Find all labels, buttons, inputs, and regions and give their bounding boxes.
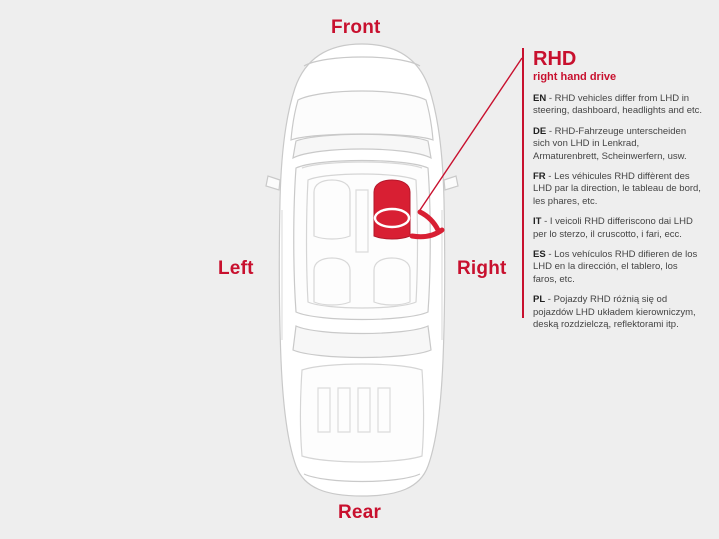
rhd-callout [522, 48, 702, 340]
language-code: FR [533, 171, 546, 183]
description-text: - Los vehículos RHD difieren de los LHD en la dirección, el tablero, los faros, etc. [533, 249, 698, 285]
orientation-label-front: Front [331, 17, 381, 38]
language-code: PL [533, 294, 546, 306]
orientation-label-rear: Rear [338, 502, 382, 523]
callout-description-de [533, 126, 702, 163]
description-text: - RHD-Fahrzeuge unterscheiden sich von LHD in Lenkrad, Armaturenbrett, Scheinwerfern, usw. [533, 125, 687, 162]
callout-subtitle: right hand drive [533, 71, 617, 83]
callout-description-list [533, 93, 702, 332]
orientation-label-right: Right [457, 258, 507, 279]
language-code: ES [533, 249, 546, 261]
callout-description-es [533, 249, 702, 286]
car-top-view-illustration [252, 40, 472, 500]
language-code: DE [533, 125, 547, 137]
language-code: IT [533, 216, 542, 228]
description-text: - I veicoli RHD differiscono dai LHD per lo sterzo, il cruscotto, i fari, ecc. [533, 216, 693, 240]
callout-accent-bar [522, 48, 524, 318]
orientation-label-left: Left [218, 258, 254, 279]
description-text: - RHD vehicles differ from LHD in steering, dashboard, headlights and etc. [533, 93, 703, 117]
description-text: - Pojazdy RHD różnią się od pojazdów LHD układem kierowniczym, deską rozdzielczą, reflektorami itp. [533, 294, 696, 331]
callout-description-en [533, 93, 702, 118]
description-text: - Les véhicules RHD diffèrent des LHD par la direction, le tableau de bord, les phares, etc. [533, 171, 701, 207]
callout-title: RHD [533, 48, 577, 70]
callout-description-it [533, 216, 702, 241]
callout-description-fr [533, 171, 702, 208]
language-code: EN [533, 93, 547, 104]
callout-description-pl [533, 294, 702, 331]
